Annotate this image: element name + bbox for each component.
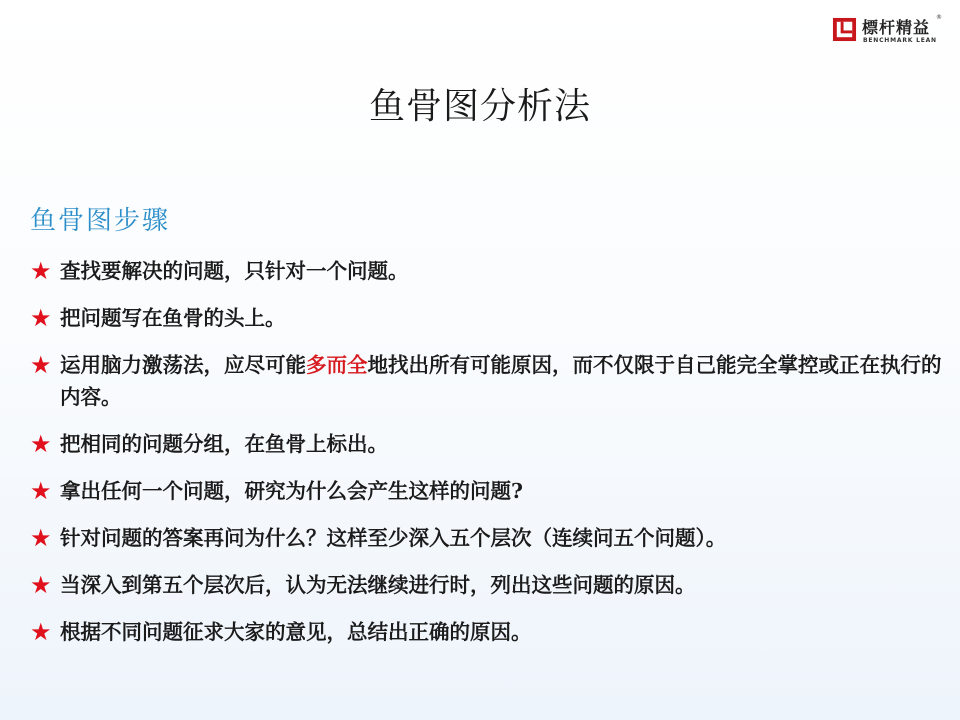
step-item-5	[30, 475, 945, 507]
red-star-icon: ★	[30, 304, 52, 332]
step-text: 当深入到第五个层次后，认为无法继续进行时，列出这些问题的原因。	[60, 573, 696, 597]
red-star-icon: ★	[30, 524, 52, 552]
step-item-1	[30, 255, 945, 287]
step-text: 根据不同问题征求大家的意见，总结出正确的原因。	[60, 620, 532, 644]
logo-chinese-name: 標杆精益	[862, 18, 931, 37]
step-item-7	[30, 569, 945, 601]
step-text: 把问题写在鱼骨的头上。	[60, 306, 286, 330]
red-star-icon: ★	[30, 257, 52, 285]
step-text-after: 地找出所有可能原因，而不仅限于自己能完全掌控或正在执行的内容。	[60, 353, 942, 409]
slide-title: 鱼骨图分析法	[368, 86, 591, 127]
red-star-icon: ★	[30, 430, 52, 458]
step-item-3	[30, 349, 945, 413]
steps-list	[30, 255, 945, 663]
step-text: 查找要解决的问题，只针对一个问题。	[60, 259, 409, 283]
section-subtitle: 鱼骨图步骤	[30, 206, 171, 236]
red-star-icon: ★	[30, 477, 52, 505]
red-star-icon: ★	[30, 351, 52, 379]
benchmark-lean-logo	[832, 14, 944, 48]
step-item-6	[30, 522, 945, 554]
step-text-highlight: 多而全	[306, 353, 368, 377]
step-text-before: 运用脑力激荡法，应尽可能	[60, 353, 306, 377]
step-text: 把相同的问题分组，在鱼骨上标出。	[60, 432, 388, 456]
step-item-8	[30, 616, 945, 648]
red-star-icon: ★	[30, 618, 52, 646]
red-star-icon: ★	[30, 571, 52, 599]
logo-registered-mark: ®	[936, 14, 942, 21]
step-item-2	[30, 302, 945, 334]
step-item-4	[30, 428, 945, 460]
benchmark-lean-logo-icon	[832, 17, 857, 42]
step-text: 拿出任何一个问题，研究为什么会产生这样的问题?	[60, 479, 524, 503]
logo-english-name: BENCHMARK LEAN	[863, 37, 937, 44]
step-text: 针对问题的答案再问为什么？这样至少深入五个层次（连续问五个问题）。	[60, 526, 727, 550]
